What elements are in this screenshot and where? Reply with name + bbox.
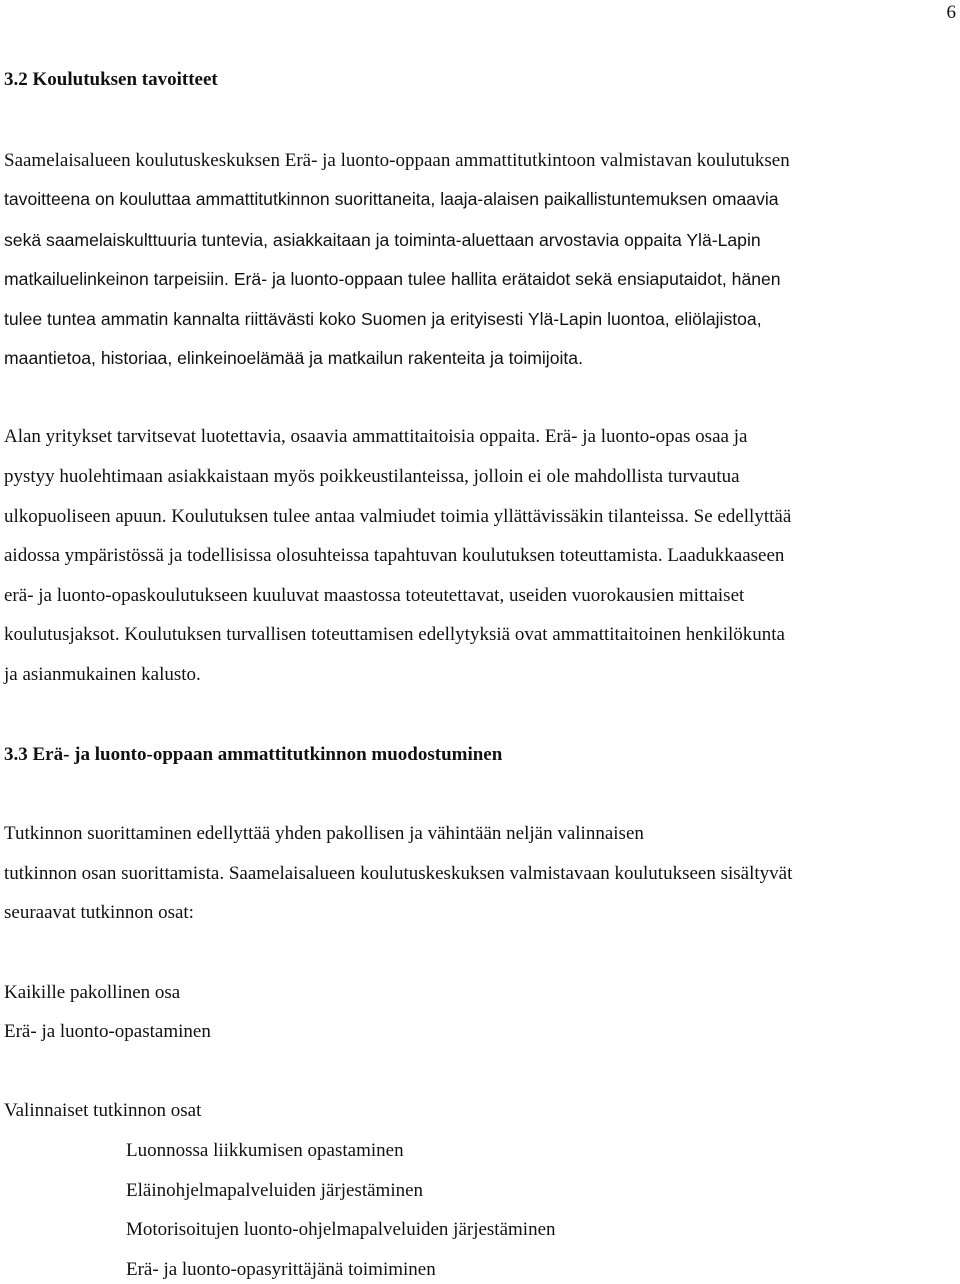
list-item: Erä- ja luonto-opasyrittäjänä toimiminen bbox=[126, 1259, 436, 1280]
list-item: Motorisoitujen luonto-ohjelmapalveluiden järjestäminen bbox=[126, 1219, 556, 1240]
text-line: tutkinnon osan suorittamista. Saamelaisalueen koulutuskeskuksen valmistavaan koulutukseen sisältyvät bbox=[4, 863, 793, 884]
text-line: maantietoa, historiaa, elinkeinoelämää ja matkailun rakenteita ja toimijoita. bbox=[4, 348, 583, 368]
text-line: koulutusjaksot. Koulutuksen turvallisen toteuttamisen edellytyksiä ovat ammattitaitoinen henkilökunta bbox=[4, 624, 785, 645]
section-heading-3-2: 3.2 Koulutuksen tavoitteet bbox=[4, 69, 218, 90]
text-line: aidossa ympäristössä ja todellisissa olosuhteissa tapahtuvan koulutuksen toteuttamista. Laadukkaaseen bbox=[4, 545, 785, 566]
list-item: Eläinohjelmapalveluiden järjestäminen bbox=[126, 1180, 424, 1201]
text-line: tavoitteena on kouluttaa ammattitutkinnon suorittaneita, laaja-alaisen paikallistuntemuksen omaavia bbox=[4, 189, 779, 209]
text-line: sekä saamelaiskulttuuria tuntevia, asiakkaitaan ja toiminta-aluettaan arvostavia oppaita Ylä-Lapin bbox=[4, 230, 761, 250]
text-line: seuraavat tutkinnon osat: bbox=[4, 902, 194, 923]
text-line: ja asianmukainen kalusto. bbox=[4, 664, 201, 685]
text-line: erä- ja luonto-opaskoulutukseen kuuluvat maastossa toteutettavat, useiden vuorokausien mittaiset bbox=[4, 585, 745, 606]
text-line: ulkopuoliseen apuun. Koulutuksen tulee antaa valmiudet toimia yllättävissäkin tilanteissa. Se edellyttää bbox=[4, 506, 792, 527]
text-line: pystyy huolehtimaan asiakkaistaan myös poikkeustilanteissa, jolloin ei ole mahdollista turvautua bbox=[4, 466, 740, 487]
list-item: Luonnossa liikkumisen opastaminen bbox=[126, 1140, 404, 1161]
text-line: Saamelaisalueen koulutuskeskuksen Erä- ja luonto-oppaan ammattitutkintoon valmistavan koulutuksen bbox=[4, 150, 790, 171]
text-line: Tutkinnon suorittaminen edellyttää yhden pakollisen ja vähintään neljän valinnaisen bbox=[4, 823, 644, 844]
text-line: Alan yritykset tarvitsevat luotettavia, osaavia ammattitaitoisia oppaita. Erä- ja luonto-opas osaa ja bbox=[4, 426, 748, 447]
optional-parts-label: Valinnaiset tutkinnon osat bbox=[4, 1100, 202, 1121]
text-line: tulee tuntea ammatin kannalta riittävästi koko Suomen ja erityisesti Ylä-Lapin luontoa, eliölajistoa, bbox=[4, 309, 762, 329]
mandatory-part-item: Erä- ja luonto-opastaminen bbox=[4, 1021, 211, 1042]
section-heading-3-3: 3.3 Erä- ja luonto-oppaan ammattitutkinnon muodostuminen bbox=[4, 744, 503, 765]
page-number: 6 bbox=[946, 2, 956, 23]
text-line: matkailuelinkeinon tarpeisiin. Erä- ja luonto-oppaan tulee hallita erätaidot sekä ensiaputaidot, hänen bbox=[4, 269, 781, 289]
mandatory-part-label: Kaikille pakollinen osa bbox=[4, 982, 181, 1003]
